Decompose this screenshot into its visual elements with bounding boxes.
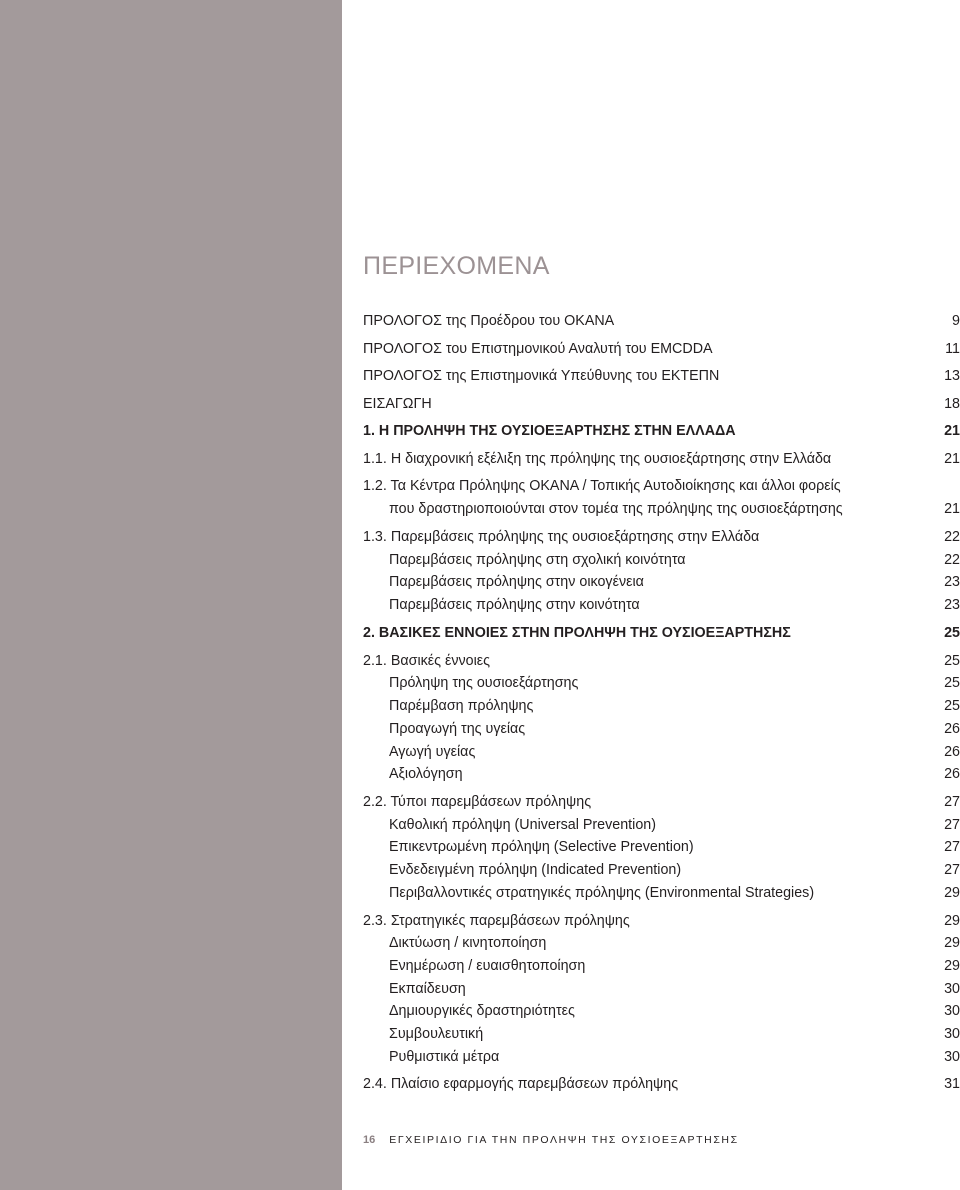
- toc-entry-page: 22: [944, 529, 960, 545]
- toc-entry-page: 11: [945, 341, 960, 357]
- toc-entry-page: 21: [944, 423, 960, 439]
- toc-entry-label: Ρυθμιστικά μέτρα: [389, 1049, 500, 1065]
- toc-entry-label: 1.2. Τα Κέντρα Πρόληψης ΟΚΑΝΑ / Τοπικής Αυτοδιοίκησης και άλλοι φορείς: [363, 478, 841, 494]
- toc-entry-label: ΠΡΟΛΟΓΟΣ της Προέδρου του ΟΚΑΝΑ: [363, 313, 615, 329]
- toc-entry-page: 29: [944, 958, 960, 974]
- toc-section-continuation[interactable]: [363, 498, 960, 520]
- toc-entry-page: 31: [944, 1076, 960, 1092]
- toc-section[interactable]: [363, 650, 960, 672]
- toc-subsection[interactable]: [363, 978, 960, 1000]
- toc-entry-label: 1.1. Η διαχρονική εξέλιξη της πρόληψης της ουσιοεξάρτησης στην Ελλάδα: [363, 451, 832, 467]
- toc-entry-page: 18: [944, 396, 960, 412]
- toc-entry-page: 30: [944, 1049, 960, 1065]
- toc-entry-label: Παρέμβαση πρόληψης: [389, 698, 534, 714]
- toc-subsection[interactable]: [363, 882, 960, 904]
- toc-chapter[interactable]: [363, 622, 960, 644]
- toc-chapter[interactable]: [363, 420, 960, 442]
- toc-entry-label: 2.2. Τύποι παρεμβάσεων πρόληψης: [363, 794, 592, 810]
- toc-subsection[interactable]: [363, 814, 960, 836]
- toc-entry-page: 23: [944, 574, 960, 590]
- toc-section[interactable]: [363, 791, 960, 813]
- toc-entry-label: Παρεμβάσεις πρόληψης στην κοινότητα: [389, 597, 640, 613]
- toc-entry-page: 27: [944, 862, 960, 878]
- toc-entry-label: 1. Η ΠΡΟΛΗΨΗ ΤΗΣ ΟΥΣΙΟΕΞΑΡΤΗΣΗΣ ΣΤΗΝ ΕΛΛΑΔΑ: [363, 423, 736, 439]
- toc-entry-page: 22: [944, 552, 960, 568]
- toc-entry-page: 23: [944, 597, 960, 613]
- toc-entry-label: Ενημέρωση / ευαισθητοποίηση: [389, 958, 586, 974]
- page-footer: [363, 1131, 739, 1149]
- toc-entry-label: Καθολική πρόληψη (Universal Prevention): [389, 817, 656, 833]
- toc-entry-label: Ενδεδειγμένη πρόληψη (Indicated Prevention): [389, 862, 682, 878]
- toc-subsection[interactable]: [363, 571, 960, 593]
- toc-entry-label: Εκπαίδευση: [389, 981, 466, 997]
- toc-entry-page: 29: [944, 935, 960, 951]
- toc-entry-label: ΠΡΟΛΟΓΟΣ του Επιστημονικού Αναλυτή του EMCDDA: [363, 341, 713, 357]
- toc-subsection[interactable]: [363, 955, 960, 977]
- toc-entry-label: Αγωγή υγείας: [389, 744, 476, 760]
- toc-entry-page: 30: [944, 1003, 960, 1019]
- toc-entry-page: 26: [944, 721, 960, 737]
- toc-subsection[interactable]: [363, 932, 960, 954]
- toc-subsection[interactable]: [363, 763, 960, 785]
- toc-entry-label: Περιβαλλοντικές στρατηγικές πρόληψης (Environmental Strategies): [389, 885, 815, 901]
- toc-entry-page: 29: [944, 885, 960, 901]
- toc-entry-label: Επικεντρωμένη πρόληψη (Selective Prevention): [389, 839, 694, 855]
- toc-entry-page: 27: [944, 817, 960, 833]
- page-content: [363, 0, 960, 1190]
- toc-entry[interactable]: [363, 338, 960, 360]
- toc-entry-label: ΠΡΟΛΟΓΟΣ της Επιστημονικά Υπεύθυνης του ΕΚΤΕΠΝ: [363, 368, 720, 384]
- toc-entry-page: 25: [944, 698, 960, 714]
- toc-entry-page: 30: [944, 981, 960, 997]
- toc-subsection[interactable]: [363, 672, 960, 694]
- toc-subsection[interactable]: [363, 1046, 960, 1068]
- toc-entry[interactable]: [363, 365, 960, 387]
- toc-entry-label: 2.1. Βασικές έννοιες: [363, 653, 491, 669]
- toc-subsection[interactable]: [363, 594, 960, 616]
- footer-page-number: 16: [363, 1134, 376, 1146]
- toc-section[interactable]: [363, 475, 960, 497]
- toc-entry-label: Προαγωγή της υγείας: [389, 721, 526, 737]
- toc-entry[interactable]: [363, 310, 960, 332]
- toc-entry-page: 27: [944, 794, 960, 810]
- toc-title: ΠΕΡΙΕΧΟΜΕΝΑ: [363, 252, 550, 280]
- toc-subsection[interactable]: [363, 741, 960, 763]
- toc-subsection[interactable]: [363, 859, 960, 881]
- toc-entry-label: ΕΙΣΑΓΩΓΗ: [363, 396, 432, 412]
- toc-entry-label: Συμβουλευτική: [389, 1026, 484, 1042]
- toc-entry-label: 2.3. Στρατηγικές παρεμβάσεων πρόληψης: [363, 913, 630, 929]
- toc-entry-label: 2. ΒΑΣΙΚΕΣ ΕΝΝΟΙΕΣ ΣΤΗΝ ΠΡΟΛΗΨΗ ΤΗΣ ΟΥΣΙΟΕΞΑΡΤΗΣΗΣ: [363, 625, 791, 641]
- toc-subsection[interactable]: [363, 718, 960, 740]
- toc-section[interactable]: [363, 1073, 960, 1095]
- toc-entry-label: 2.4. Πλαίσιο εφαρμογής παρεμβάσεων πρόληψης: [363, 1076, 679, 1092]
- side-color-panel: [0, 0, 342, 1190]
- toc-entry-page: 21: [944, 501, 960, 517]
- toc-entry-page: 25: [944, 675, 960, 691]
- toc-section[interactable]: [363, 448, 960, 470]
- toc-subsection[interactable]: [363, 549, 960, 571]
- toc-subsection[interactable]: [363, 695, 960, 717]
- toc-entry-label: Δικτύωση / κινητοποίηση: [389, 935, 547, 951]
- toc-entry-page: 9: [952, 313, 960, 329]
- toc-entry-page: 30: [944, 1026, 960, 1042]
- toc-entry-label: Παρεμβάσεις πρόληψης στην οικογένεια: [389, 574, 644, 590]
- toc-entry-page: 29: [944, 913, 960, 929]
- footer-book-title: ΕΓΧΕΙΡΙΔΙΟ ΓΙΑ ΤΗΝ ΠΡΟΛΗΨΗ ΤΗΣ ΟΥΣΙΟΕΞΑΡΤΗΣΗΣ: [389, 1134, 739, 1146]
- toc-entry-label: Αξιολόγηση: [389, 766, 463, 782]
- toc-entry-page: 26: [944, 744, 960, 760]
- toc-entry-label: Δημιουργικές δραστηριότητες: [389, 1003, 575, 1019]
- toc-section[interactable]: [363, 526, 960, 548]
- toc-subsection[interactable]: [363, 1000, 960, 1022]
- toc-subsection[interactable]: [363, 1023, 960, 1045]
- toc-section[interactable]: [363, 910, 960, 932]
- toc-entry-page: 21: [944, 451, 960, 467]
- toc-entry-page: 25: [944, 625, 960, 641]
- toc-entry-label: Πρόληψη της ουσιοεξάρτησης: [389, 675, 579, 691]
- toc-entry-label: 1.3. Παρεμβάσεις πρόληψης της ουσιοεξάρτησης στην Ελλάδα: [363, 529, 760, 545]
- toc-entry-label: που δραστηριοποιούνται στον τομέα της πρόληψης της ουσιοεξάρτησης: [389, 501, 843, 517]
- toc-entry-page: 25: [944, 653, 960, 669]
- toc-entry-page: 13: [944, 368, 960, 384]
- toc-entry-page: 26: [944, 766, 960, 782]
- toc-subsection[interactable]: [363, 836, 960, 858]
- toc-entry[interactable]: [363, 393, 960, 415]
- toc-entry-page: 27: [944, 839, 960, 855]
- toc-entry-label: Παρεμβάσεις πρόληψης στη σχολική κοινότητα: [389, 552, 686, 568]
